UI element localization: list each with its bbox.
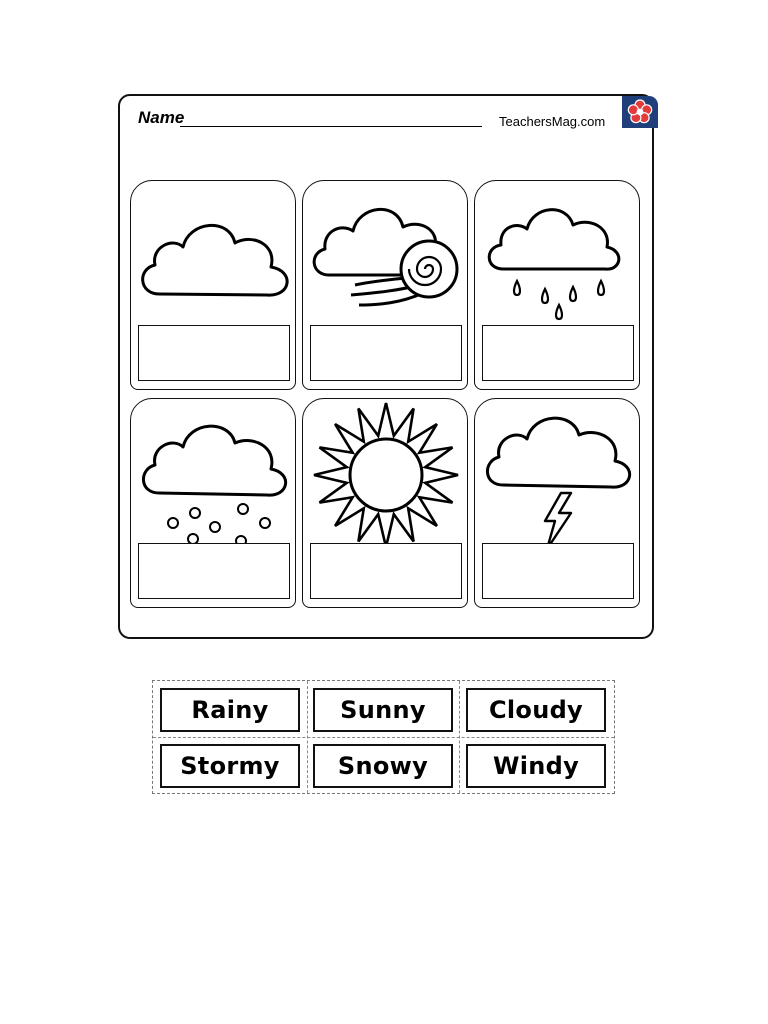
rain-cloud-icon: [475, 181, 641, 331]
answer-box[interactable]: [482, 543, 634, 599]
storm-cloud-icon: [475, 399, 641, 549]
sun-icon: [303, 399, 469, 549]
site-label: TeachersMag.com: [499, 114, 606, 129]
weather-card-rain: [474, 180, 640, 390]
answer-box[interactable]: [138, 325, 290, 381]
cut-line: [153, 737, 614, 738]
answer-box[interactable]: [310, 325, 462, 381]
answer-box[interactable]: [310, 543, 462, 599]
word-card-stormy[interactable]: Stormy: [160, 744, 300, 788]
weather-card-snow: [130, 398, 296, 608]
weather-card-wind: [302, 180, 468, 390]
name-label: Name: [138, 108, 185, 127]
name-line[interactable]: [180, 126, 482, 127]
snow-cloud-icon: [131, 399, 297, 549]
word-card-windy[interactable]: Windy: [466, 744, 606, 788]
weather-card-sun: [302, 398, 468, 608]
flower-logo-icon: [622, 96, 658, 128]
weather-card-cloud: [130, 180, 296, 390]
word-card-cloudy[interactable]: Cloudy: [466, 688, 606, 732]
word-card-snowy[interactable]: Snowy: [313, 744, 453, 788]
worksheet: [118, 94, 654, 639]
wind-cloud-icon: [303, 181, 469, 331]
answer-box[interactable]: [138, 543, 290, 599]
word-card-rainy[interactable]: Rainy: [160, 688, 300, 732]
cloud-icon: [131, 181, 297, 331]
answer-box[interactable]: [482, 325, 634, 381]
weather-card-storm: [474, 398, 640, 608]
word-cutout-sheet: [152, 680, 615, 794]
word-card-sunny[interactable]: Sunny: [313, 688, 453, 732]
